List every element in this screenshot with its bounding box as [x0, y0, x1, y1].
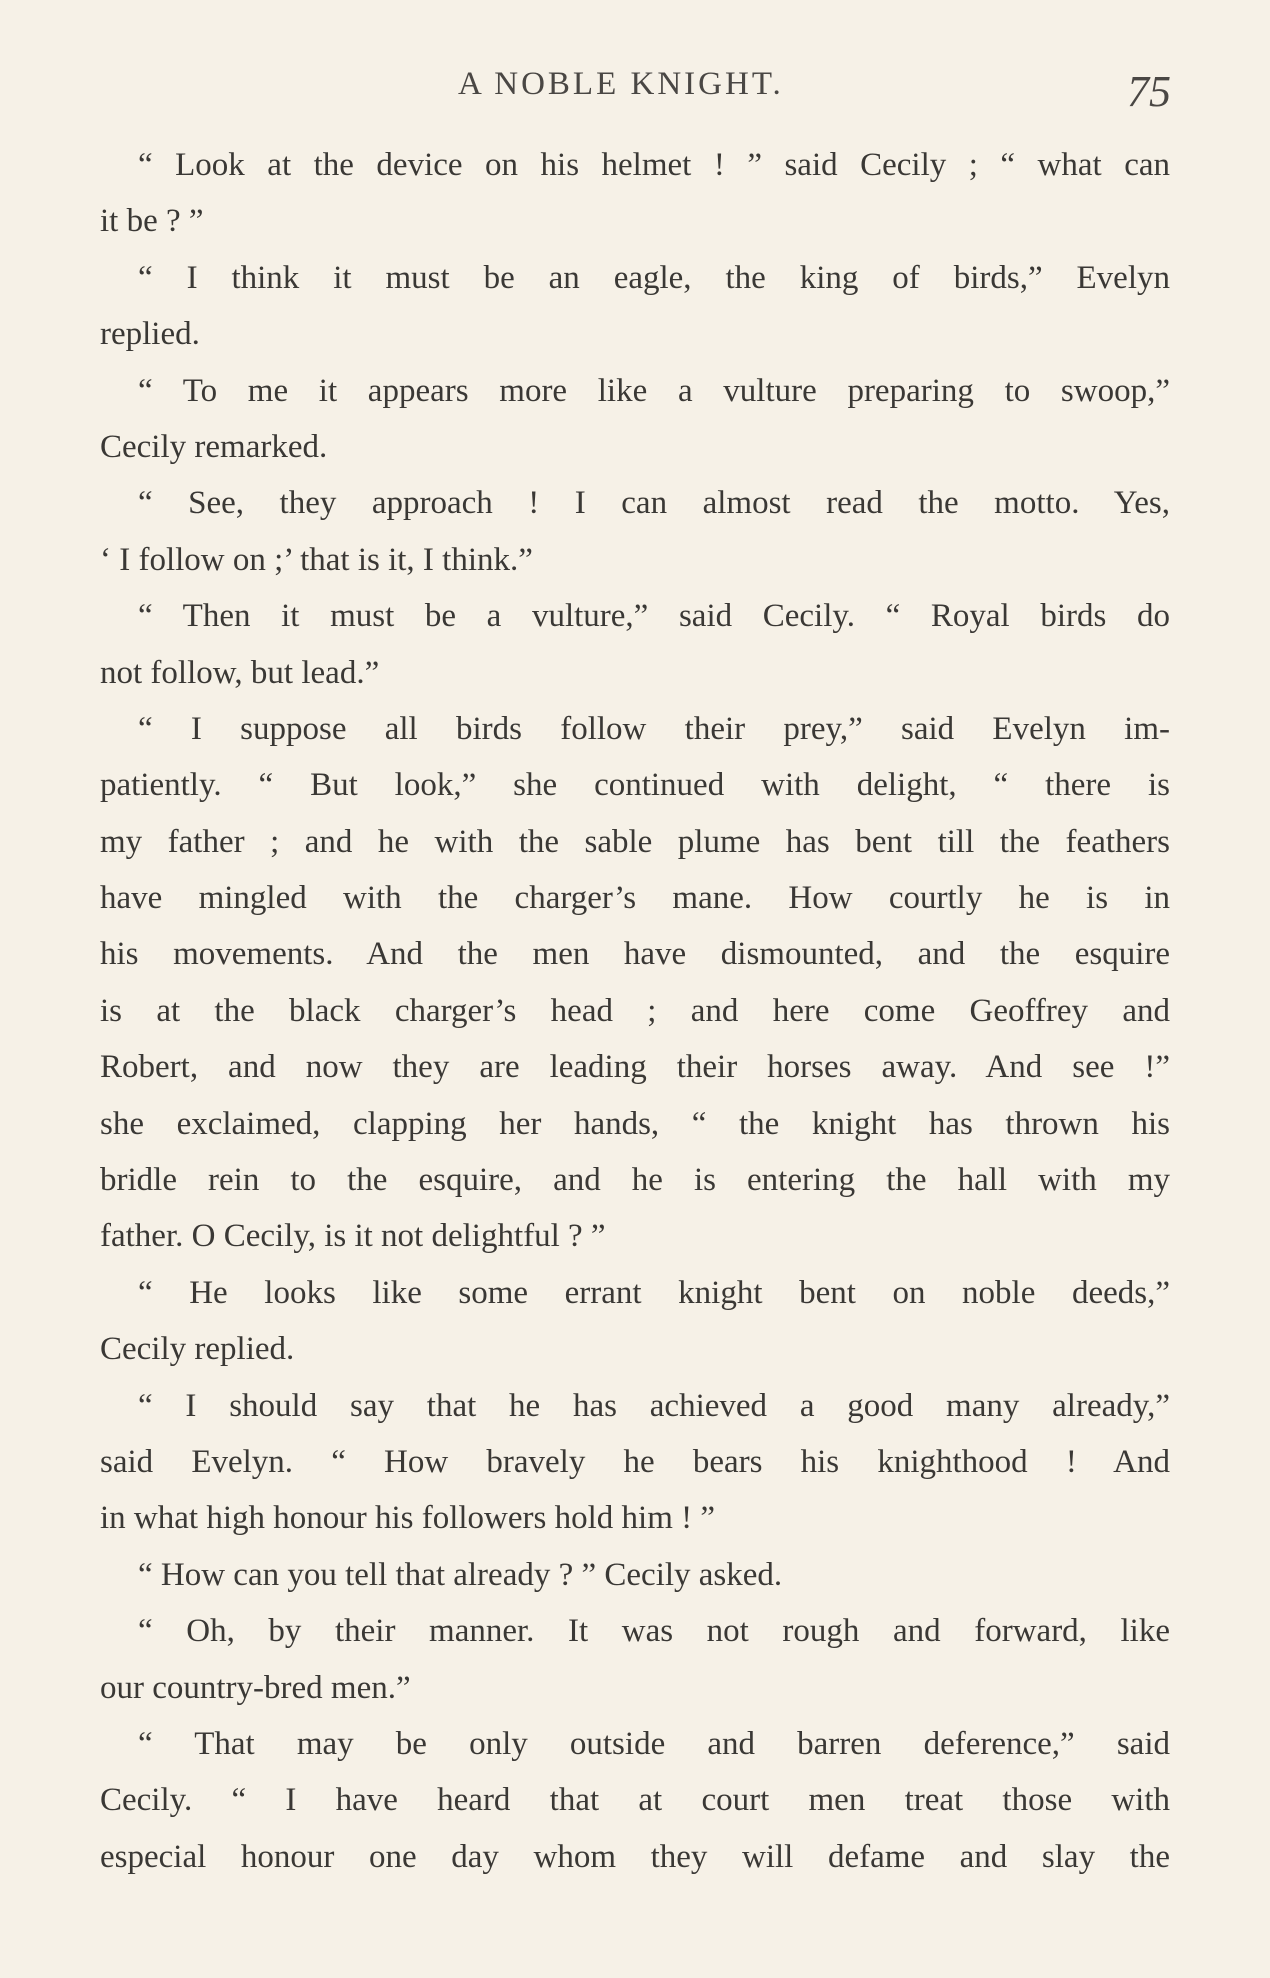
- text-line: it be ? ”: [100, 203, 204, 240]
- text-line: she exclaimed, clapping her hands, “ the knight has thrown his: [100, 1105, 1170, 1142]
- text-line: Cecily remarked.: [100, 428, 328, 465]
- text-line: “ I should say that he has achieved a good many already,”: [138, 1387, 1170, 1424]
- running-head: [0, 62, 1270, 116]
- text-line: “ He looks like some errant knight bent on noble deeds,”: [138, 1274, 1170, 1311]
- text-line: “ See, they approach ! I can almost read the motto. Yes,: [138, 485, 1170, 522]
- text-line: Cecily. “ I have heard that at court men treat those with: [100, 1782, 1170, 1819]
- text-line: his movements. And the men have dismounted, and the esquire: [100, 936, 1170, 973]
- text-line: bridle rein to the esquire, and he is entering the hall with my: [100, 1162, 1170, 1199]
- running-title: A NOBLE KNIGHT.: [458, 66, 784, 102]
- text-line: “ I think it must be an eagle, the king of birds,” Evelyn: [138, 259, 1170, 296]
- text-line: ‘ I follow on ;’ that is it, I think.”: [100, 541, 533, 578]
- text-line: not follow, but lead.”: [100, 654, 380, 691]
- text-line: father. O Cecily, is it not delightful ? ”: [100, 1218, 606, 1255]
- text-line: “ How can you tell that already ? ” Cecily asked.: [138, 1556, 783, 1593]
- text-line: “ I suppose all birds follow their prey,” said Evelyn im-: [138, 710, 1170, 747]
- text-line: is at the black charger’s head ; and here come Geoffrey and: [100, 992, 1170, 1029]
- page-number: 75: [1127, 67, 1171, 116]
- text-line: Cecily replied.: [100, 1331, 295, 1368]
- text-line: in what high honour his followers hold him ! ”: [100, 1500, 716, 1537]
- text-line: Robert, and now they are leading their horses away. And see !”: [100, 1049, 1170, 1086]
- text-body: [100, 137, 1170, 1885]
- text-line: our country-bred men.”: [100, 1669, 411, 1706]
- text-line: “ Oh, by their manner. It was not rough and forward, like: [138, 1613, 1170, 1650]
- text-line: “ Then it must be a vulture,” said Cecily. “ Royal birds do: [138, 598, 1170, 635]
- text-line: patiently. “ But look,” she continued with delight, “ there is: [100, 767, 1170, 804]
- text-line: have mingled with the charger’s mane. How courtly he is in: [100, 880, 1170, 917]
- text-line: “ Look at the device on his helmet ! ” said Cecily ; “ what can: [138, 147, 1170, 183]
- text-line: “ That may be only outside and barren deference,” said: [138, 1725, 1170, 1762]
- text-line: “ To me it appears more like a vulture preparing to swoop,”: [138, 372, 1170, 409]
- text-line: especial honour one day whom they will defame and slay the: [100, 1838, 1170, 1875]
- text-line: replied.: [100, 316, 200, 353]
- text-line: said Evelyn. “ How bravely he bears his knighthood ! And: [100, 1443, 1170, 1480]
- text-line: my father ; and he with the sable plume has bent till the feathers: [100, 823, 1170, 860]
